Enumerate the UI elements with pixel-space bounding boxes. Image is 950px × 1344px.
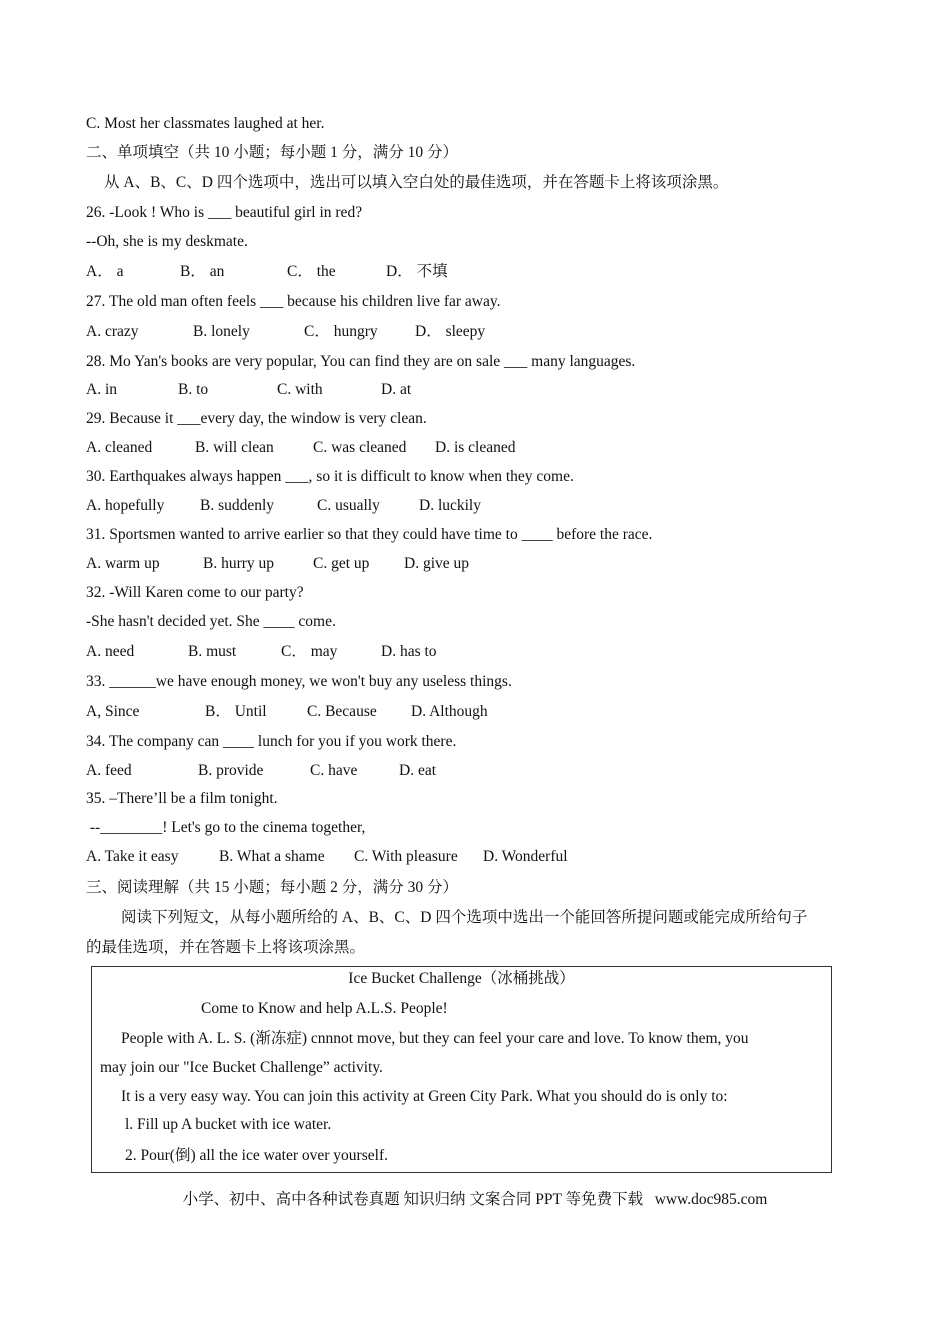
option-a[interactable]: A. Take it easy xyxy=(86,848,179,865)
passage-title: Ice Bucket Challenge（冰桶挑战） xyxy=(348,970,575,987)
question-30-stem: 30. Earthquakes always happen ___, so it is difficult to know when they come. xyxy=(86,468,574,485)
option-c[interactable]: C. Because xyxy=(307,703,377,720)
option-c[interactable]: C. with xyxy=(277,381,323,398)
passage-box xyxy=(91,966,832,1173)
option-d[interactable]: D. has to xyxy=(381,643,437,660)
section3-instruction-line2: 的最佳选项，并在答题卡上将该项涂黑。 xyxy=(86,939,366,956)
passage-step-1: l. Fill up A bucket with ice water. xyxy=(125,1116,332,1133)
question-27-stem: 27. The old man often feels ___ because his children live far away. xyxy=(86,293,501,310)
question-35-reply: --________! Let's go to the cinema together, xyxy=(86,819,366,836)
question-29-stem: 29. Because it ___every day, the window is very clean. xyxy=(86,410,427,427)
option-b[interactable]: B. provide xyxy=(198,762,264,779)
option-d[interactable]: D． sleepy xyxy=(415,323,486,340)
option-a[interactable]: A. feed xyxy=(86,762,132,779)
option-b[interactable]: B. to xyxy=(178,381,209,398)
option-d[interactable]: D. eat xyxy=(399,762,437,779)
option-d[interactable]: D. at xyxy=(381,381,412,398)
passage-paragraph-2: It is a very easy way. You can join this activity at Green City Park. What you should do is only to: xyxy=(121,1088,728,1105)
question-28-stem: 28. Mo Yan's books are very popular, You can find they are on sale ___ many languages. xyxy=(86,353,636,370)
option-a[interactable]: A. need xyxy=(86,643,135,660)
option-c[interactable]: C． may xyxy=(281,643,338,660)
option-b[interactable]: B. will clean xyxy=(195,439,274,456)
option-b[interactable]: B． an xyxy=(180,263,225,280)
question-32-reply: -She hasn't decided yet. She ____ come. xyxy=(86,613,336,630)
question-26-stem: 26. -Look ! Who is ___ beautiful girl in red? xyxy=(86,204,363,221)
option-c[interactable]: C. With pleasure xyxy=(354,848,458,865)
option-a[interactable]: A. warm up xyxy=(86,555,160,572)
option-c[interactable]: C． the xyxy=(287,263,336,280)
section3-instruction-line1: 阅读下列短文，从每小题所给的 A、B、C、D 四个选项中选出一个能回答所提问题或能完成所给句子 xyxy=(121,909,808,926)
option-d[interactable]: D. give up xyxy=(404,555,470,572)
passage-subtitle: Come to Know and help A.L.S. People! xyxy=(201,1000,448,1017)
question-35-stem: 35. –There’ll be a film tonight. xyxy=(86,790,278,807)
option-d[interactable]: D. is cleaned xyxy=(435,439,516,456)
option-c[interactable]: C. was cleaned xyxy=(313,439,407,456)
option-a[interactable]: A. cleaned xyxy=(86,439,153,456)
option-d[interactable]: D. luckily xyxy=(419,497,481,514)
question-26-reply: --Oh, she is my deskmate. xyxy=(86,233,248,250)
option-d[interactable]: D． 不填 xyxy=(386,263,448,280)
previous-option-line: C. Most her classmates laughed at her. xyxy=(86,115,325,132)
passage-step-2: 2. Pour(倒) all the ice water over yourself. xyxy=(125,1147,388,1164)
option-b[interactable]: B. must xyxy=(188,643,237,660)
section3-heading: 三、阅读理解（共 15 小题；每小题 2 分，满分 30 分） xyxy=(86,879,459,896)
question-32-stem: 32. -Will Karen come to our party? xyxy=(86,584,304,601)
question-33-stem: 33. ______we have enough money, we won't buy any useless things. xyxy=(86,673,512,690)
option-c[interactable]: C. get up xyxy=(313,555,370,572)
option-a[interactable]: A. crazy xyxy=(86,323,139,340)
option-c[interactable]: C. usually xyxy=(317,497,380,514)
option-b[interactable]: B. lonely xyxy=(193,323,250,340)
passage-paragraph-1-line-1: People with A. L. S. (渐冻症) cnnnot move, but they can feel your care and love. To know them, you xyxy=(121,1030,749,1047)
option-b[interactable]: B. What a shame xyxy=(219,848,325,865)
question-31-stem: 31. Sportsmen wanted to arrive earlier so that they could have time to ____ before the race. xyxy=(86,526,653,543)
option-c[interactable]: C． hungry xyxy=(304,323,378,340)
passage-paragraph-1-line-2: may join our "Ice Bucket Challenge” activity. xyxy=(100,1059,383,1076)
question-34-stem: 34. The company can ____ lunch for you if you work there. xyxy=(86,733,457,750)
option-a[interactable]: A. in xyxy=(86,381,117,398)
option-a[interactable]: A, Since xyxy=(86,703,140,720)
option-a[interactable]: A． a xyxy=(86,263,124,280)
option-d[interactable]: D. Wonderful xyxy=(483,848,568,865)
page-footer: 小学、初中、高中各种试卷真题 知识归纳 文案合同 PPT 等免费下载 www.doc985.com xyxy=(182,1191,768,1208)
option-a[interactable]: A. hopefully xyxy=(86,497,165,514)
section2-heading: 二、单项填空（共 10 小题；每小题 1 分，满分 10 分） xyxy=(86,144,459,161)
option-d[interactable]: D. Although xyxy=(411,703,488,720)
option-c[interactable]: C. have xyxy=(310,762,358,779)
section2-instruction: 从 A、B、C、D 四个选项中，选出可以填入空白处的最佳选项，并在答题卡上将该项涂黑。 xyxy=(104,174,729,191)
option-b[interactable]: B. suddenly xyxy=(200,497,275,514)
option-b[interactable]: B. hurry up xyxy=(203,555,275,572)
option-b[interactable]: B． Until xyxy=(205,703,267,720)
